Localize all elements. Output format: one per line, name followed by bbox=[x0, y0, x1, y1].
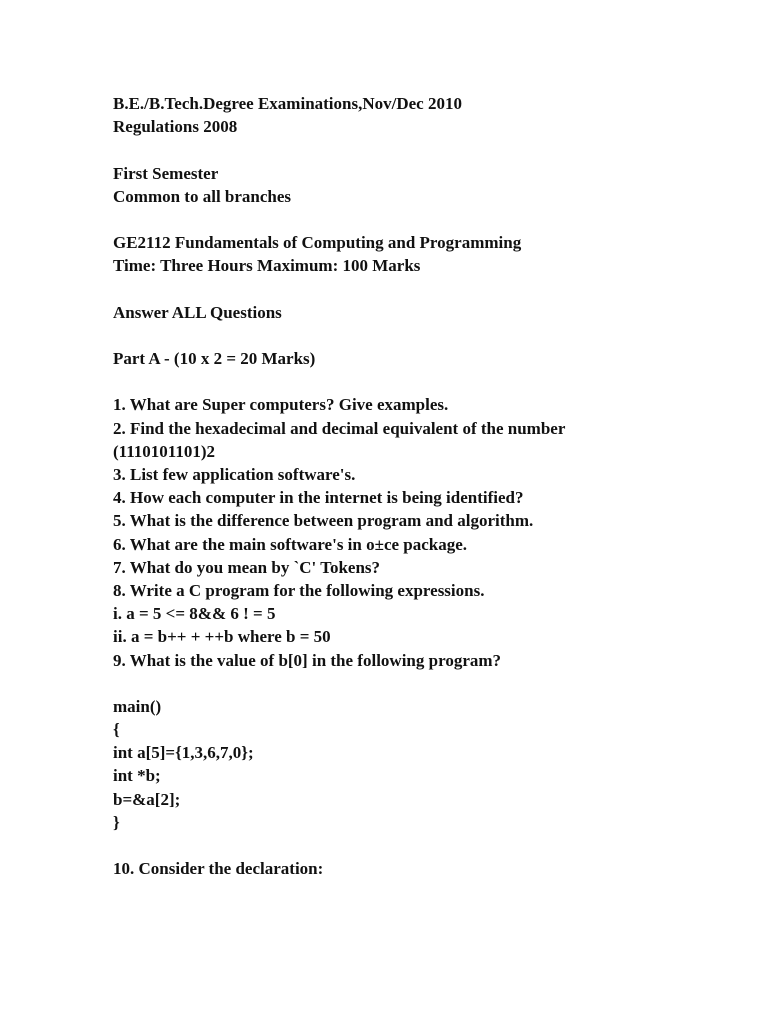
code-line: int *b; bbox=[113, 766, 161, 786]
question-10: 10. Consider the declaration: bbox=[113, 859, 324, 879]
spacer bbox=[113, 370, 753, 393]
code-line: { bbox=[113, 720, 120, 740]
spacer bbox=[113, 834, 753, 857]
exam-document bbox=[113, 92, 753, 880]
question-line: i. a = 5 <= 8&& 6 ! = 5 bbox=[113, 604, 276, 624]
question-line: (1110101101)2 bbox=[113, 441, 216, 461]
code-line: b=&a[2]; bbox=[113, 789, 181, 809]
code-line: } bbox=[113, 812, 120, 832]
branches: Common to all branches bbox=[113, 186, 292, 206]
question-line: 3. List few application software's. bbox=[113, 465, 356, 484]
spacer bbox=[113, 672, 753, 695]
question-line: 4. How each computer in the internet is being identified? bbox=[113, 488, 524, 508]
spacer bbox=[113, 324, 753, 347]
time-marks: Time: Three Hours Maximum: 100 Marks bbox=[113, 256, 421, 276]
semester: First Semester bbox=[113, 163, 219, 183]
question-line: ii. a = b++ + ++b where b = 50 bbox=[113, 627, 331, 647]
question-line: 1. What are Super computers? Give examples. bbox=[113, 395, 449, 415]
question-line: 8. Write a C program for the following expressions. bbox=[113, 580, 485, 600]
part-a-title: Part A - (10 x 2 = 20 Marks) bbox=[113, 349, 316, 369]
instructions: Answer ALL Questions bbox=[113, 302, 282, 322]
exam-title: B.E./B.Tech.Degree Examinations,Nov/Dec 2010 bbox=[113, 94, 462, 113]
question-line: 6. What are the main software's in o±ce package. bbox=[113, 534, 468, 554]
question-line: 9. What is the value of b[0] in the following program? bbox=[113, 650, 502, 670]
question-line: 5. What is the difference between program and algorithm. bbox=[113, 511, 534, 531]
code-line: main() bbox=[113, 696, 162, 716]
spacer bbox=[113, 278, 753, 301]
question-line: 2. Find the hexadecimal and decimal equivalent of the number bbox=[113, 418, 566, 438]
spacer bbox=[113, 138, 753, 161]
course-title: GE2112 Fundamentals of Computing and Programming bbox=[113, 233, 522, 253]
regulations: Regulations 2008 bbox=[113, 117, 238, 137]
question-line: 7. What do you mean by `C' Tokens? bbox=[113, 557, 381, 577]
code-line: int a[5]={1,3,6,7,0}; bbox=[113, 743, 254, 763]
spacer bbox=[113, 208, 753, 231]
